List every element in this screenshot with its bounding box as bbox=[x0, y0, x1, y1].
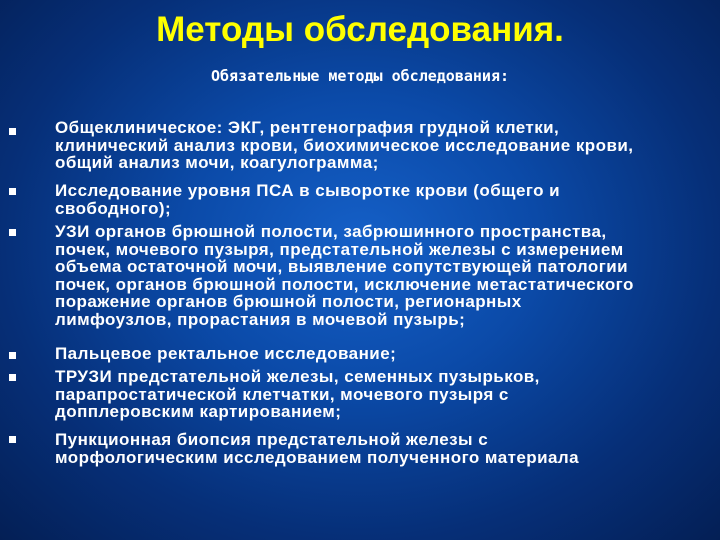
bullet-icon bbox=[9, 374, 16, 381]
bullet-icon bbox=[9, 436, 16, 443]
list-item: Общеклиническое: ЭКГ, рентгенография грудной клетки, клинический анализ крови, биохимическое исследование крови, общий анализ мочи, коагулограмма; bbox=[55, 118, 634, 173]
list-item: ТРУЗИ предстательной железы, семенных пузырьков, парапростатической клетчатки, мочевого пузыря с допплеровским картированием; bbox=[55, 367, 540, 422]
bullet-icon bbox=[9, 229, 16, 236]
slide-subtitle: Обязательные методы обследования: bbox=[210, 67, 509, 85]
list-item: Пункционная биопсия предстательной железы с морфологическим исследованием полученного материала bbox=[55, 430, 580, 467]
list-item: Исследование уровня ПСА в сыворотке крови (общего и свободного); bbox=[55, 181, 561, 218]
bullet-icon bbox=[9, 188, 16, 195]
bullet-icon bbox=[9, 128, 16, 135]
list-item: Пальцевое ректальное исследование; bbox=[55, 344, 397, 363]
bullet-icon bbox=[9, 352, 16, 359]
list-item: УЗИ органов брюшной полости, забрюшинного пространства, почек, мочевого пузыря, предстательной железы с измерением объема остаточной мочи, выявление сопутствующей патологии почек, органов брюшной полости, исключение метастатического поражение органов брюшной полости, регионарных лимфоузлов, прорастания в мочевой пузырь; bbox=[55, 222, 634, 329]
slide-title: Методы обследования. bbox=[156, 10, 564, 49]
